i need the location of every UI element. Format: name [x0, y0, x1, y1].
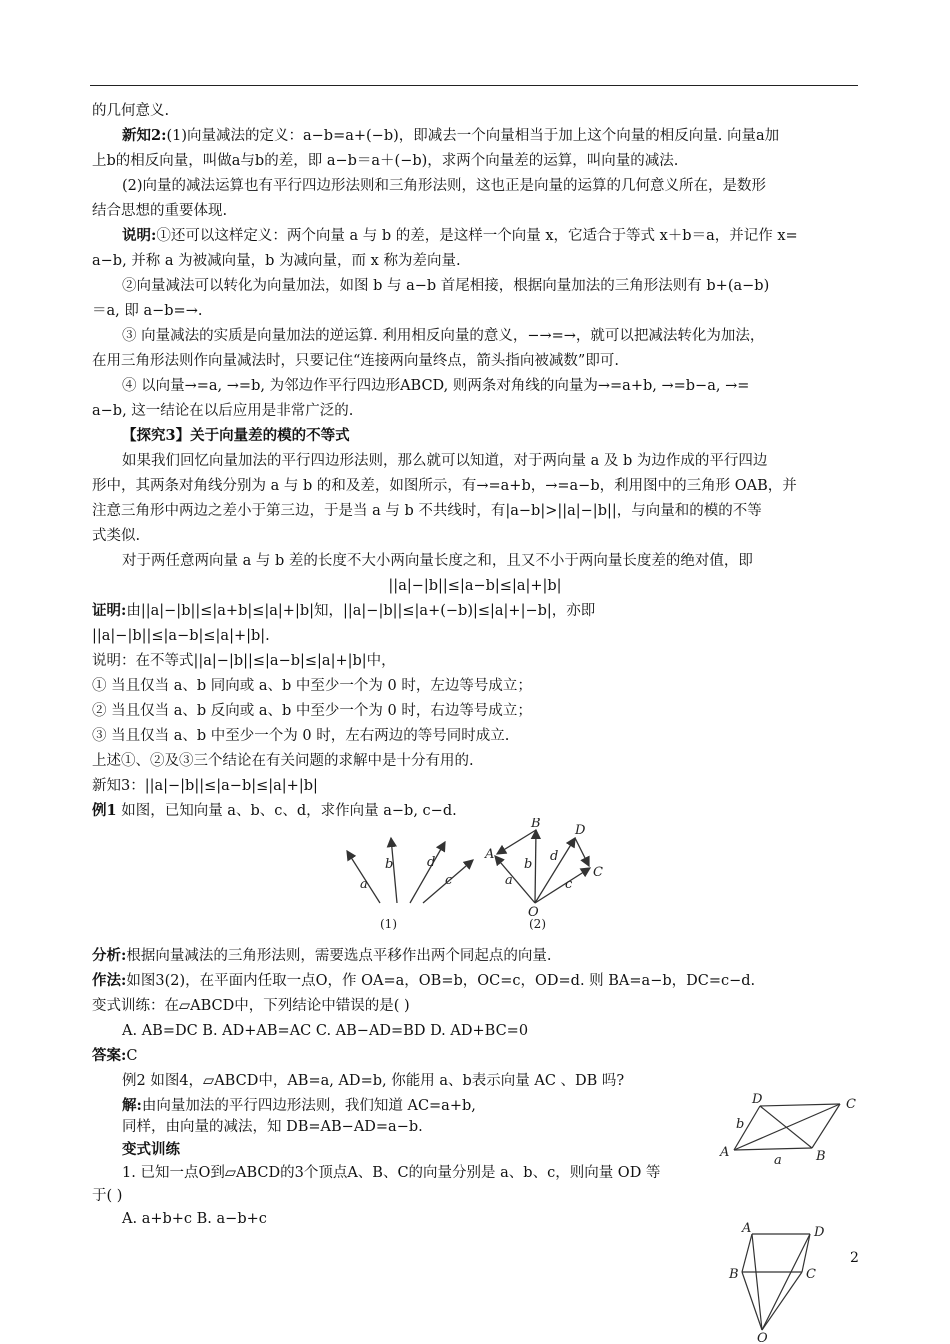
- text-line: 如果我们回忆向量加法的平行四边形法则，那么就可以知道，对于两向量 a 及 b 为边作成的平行四边: [122, 453, 768, 469]
- fig2-label: D: [575, 823, 586, 838]
- text-line: 答案:C: [92, 1047, 138, 1064]
- text-line: (2)向量的减法运算也有平行四边形法则和三角形法则，这也正是向量的运算的几何意义所在，是数形: [122, 178, 767, 194]
- fig1-caption: (1): [380, 917, 397, 931]
- fig5-label: D: [814, 1225, 825, 1240]
- text-line: 作法:如图3(2)，在平面内任取一点O，作 OA=a，OB=b，OC=c，OD=d. 则 BA=a−b，DC=c−d.: [92, 972, 756, 989]
- fig2-label: d: [550, 849, 559, 864]
- fig1-label: d: [427, 855, 436, 870]
- text-line: 式类似.: [92, 528, 141, 544]
- text-line: 在用三角形法则作向量减法时，只要记住“连接两向量终点，箭头指向被减数”即可.: [92, 353, 619, 369]
- fig5-label: B: [729, 1267, 739, 1282]
- exercise-figure: [722, 1220, 832, 1342]
- fig2-label: B: [531, 818, 541, 831]
- text-line: 同样，由向量的减法，知 DB=AB−AD=a−b.: [122, 1119, 423, 1135]
- text-line: 结合思想的重要体现.: [92, 203, 228, 219]
- fig2-label: c: [565, 877, 573, 892]
- text-line: A. AB=DC B. AD+AB=AC C. AB−AD=BD D. AD+BC=0: [122, 1023, 529, 1039]
- fig1-label: c: [445, 873, 453, 888]
- fig2-label: C: [593, 865, 603, 880]
- text-line: 说明：在不等式||a|−|b||≤|a−b|≤|a|+|b|中，: [92, 653, 396, 669]
- text-line: 的几何意义.: [92, 103, 170, 119]
- fig2-label: O: [528, 905, 539, 920]
- fig1-label: b: [385, 857, 394, 872]
- text-line: 变式训练：在▱ABCD中，下列结论中错误的是( ): [92, 998, 410, 1014]
- fig4-label: C: [846, 1097, 856, 1112]
- section-heading: 变式训练: [122, 1141, 180, 1158]
- fig5-label: O: [757, 1331, 768, 1342]
- text-line: ② 当且仅当 a、b 反向或 a、b 中至少一个为 0 时，右边等号成立；: [92, 703, 532, 719]
- text-line: 上b的相反向量，叫做a与b的差，即 a−b＝a＋(−b)，求两个向量差的运算，叫向量的减法.: [92, 153, 679, 169]
- text-line: 1. 已知一点O到▱ABCD的3个顶点A、B、C的向量分别是 a、b、c，则向量 OD 等: [122, 1165, 661, 1181]
- text-line: 说明:①还可以这样定义：两个向量 a 与 b 的差，是这样一个向量 x，它适合于等式 x＋b＝a，并记作 x=: [122, 227, 798, 244]
- text-line: ②向量减法可以转化为向量加法，如图 b 与 a−b 首尾相接，根据向量加法的三角形法则有 b+(a−b): [122, 278, 770, 294]
- text-line: a−b, 并称 a 为被减向量，b 为减向量，而 x 称为差向量.: [92, 253, 461, 269]
- text-line: 例1 如图，已知向量 a、b、c、d，求作向量 a−b, c−d.: [92, 802, 457, 819]
- fig2-label: b: [524, 857, 533, 872]
- text-line: ③ 向量减法的实质是向量加法的逆运算. 利用相反向量的意义，−→=→，就可以把减法转化为加法，: [122, 328, 765, 344]
- header-rule: [90, 85, 858, 86]
- fig2-caption: (2): [529, 917, 546, 931]
- text-line: ||a|−|b||≤|a−b|≤|a|+|b|.: [92, 628, 270, 644]
- text-line: A. a+b+c B. a−b+c: [122, 1211, 267, 1227]
- text-line: 新知3：||a|−|b||≤|a−b|≤|a|+|b|: [92, 778, 318, 794]
- text-line: ① 当且仅当 a、b 同向或 a、b 中至少一个为 0 时，左边等号成立；: [92, 678, 532, 694]
- fig2-label: a: [505, 873, 513, 888]
- text-line: 分析:根据向量减法的三角形法则，需要选点平移作出两个同起点的向量.: [92, 947, 552, 964]
- text-line: 形中，其两条对角线分别为 a 与 b 的和及差，如图所示，有→=a+b，→=a−b，利用图中的三角形 OAB，并: [92, 478, 797, 494]
- fig5-label: A: [742, 1221, 752, 1236]
- fig4-label: a: [774, 1153, 782, 1168]
- example1-figure: [335, 818, 625, 936]
- text-line: 例2 如图4，▱ABCD中，AB=a, AD=b, 你能用 a、b表示向量 AC 、DB 吗?: [122, 1073, 625, 1089]
- text-line: 证明:由||a|−|b||≤|a+b|≤|a|+|b|知，||a|−|b||≤|a+(−b)|≤|a|+|−b|，亦即: [92, 602, 596, 619]
- text-line: a−b, 这一结论在以后应用是非常广泛的.: [92, 403, 354, 419]
- fig4-label: D: [752, 1092, 763, 1107]
- section-heading: 【探究3】关于向量差的模的不等式: [122, 427, 350, 444]
- text-line: 新知2:(1)向量减法的定义：a−b=a+(−b)，即减去一个向量相当于加上这个向量的相反向量. 向量a加: [122, 127, 780, 144]
- fig5-label: C: [806, 1267, 816, 1282]
- fig2-label: A: [485, 847, 495, 862]
- text-line: 对于两任意两向量 a 与 b 差的长度不大小两向量长度之和，且又不小于两向量长度差的绝对值，即: [122, 553, 753, 569]
- text-line: 上述①、②及③三个结论在有关问题的求解中是十分有用的.: [92, 753, 474, 769]
- text-line: ＝a, 即 a−b=→.: [92, 303, 203, 319]
- formula: ||a|−|b||≤|a−b|≤|a|+|b|: [388, 578, 562, 594]
- text-line: ③ 当且仅当 a、b 中至少一个为 0 时，左右两边的等号同时成立.: [92, 728, 510, 744]
- text-line: 解:由向量加法的平行四边形法则，我们知道 AC=a+b,: [122, 1097, 476, 1114]
- fig4-label: B: [816, 1149, 826, 1164]
- example2-figure: [712, 1090, 867, 1170]
- text-line: 于( ): [92, 1188, 123, 1204]
- page-number: 2: [850, 1250, 859, 1266]
- fig4-label: A: [720, 1145, 730, 1160]
- fig1-label: a: [360, 877, 368, 892]
- fig4-label: b: [736, 1117, 745, 1132]
- text-line: 注意三角形中两边之差小于第三边，于是当 a 与 b 不共线时，有|a−b|>||a|−|b||，与向量和的模的不等: [92, 503, 762, 519]
- text-line: ④ 以向量→=a, →=b, 为邻边作平行四边形ABCD, 则两条对角线的向量为→=a+b, →=b−a, →=: [122, 378, 750, 394]
